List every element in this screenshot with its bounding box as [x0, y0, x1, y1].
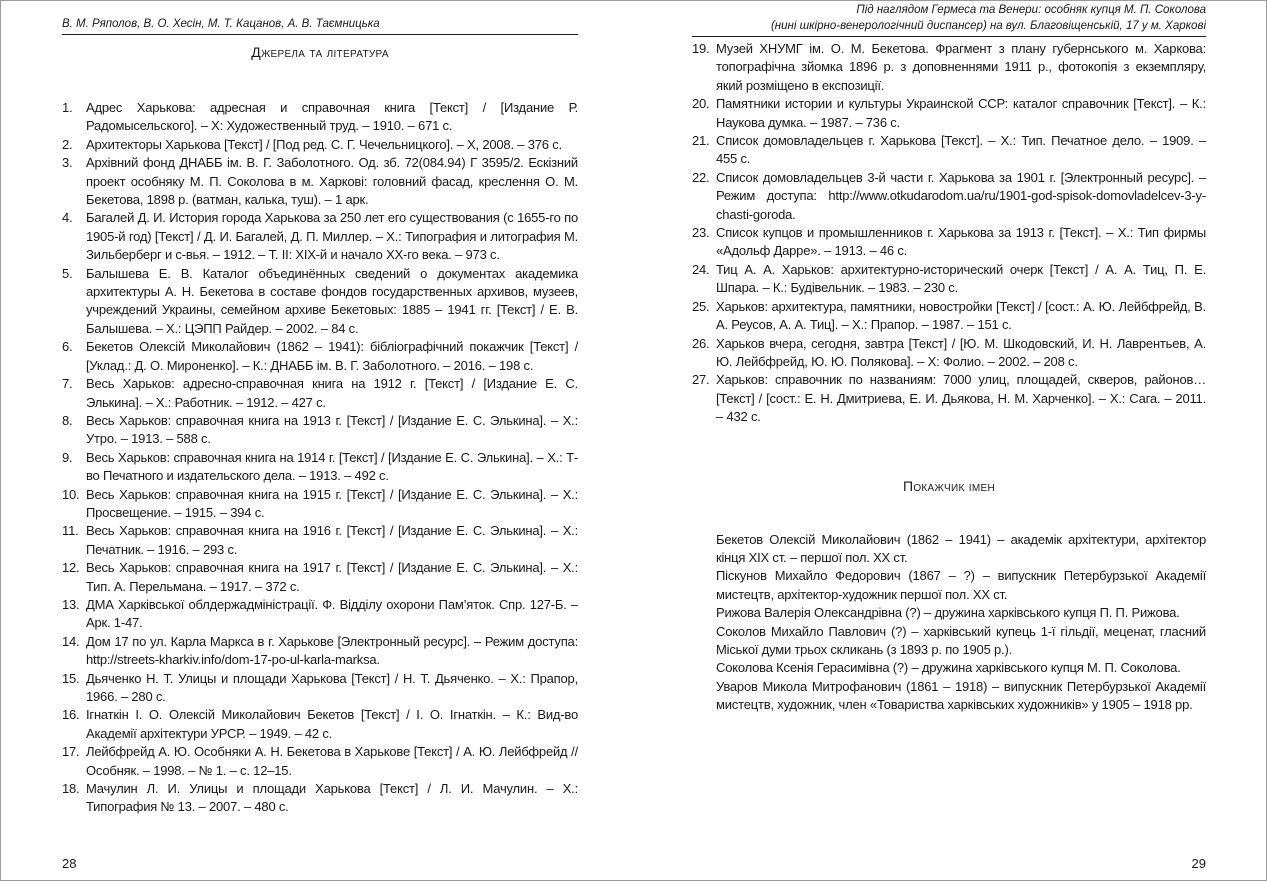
reference-number: 7. — [62, 376, 73, 392]
reference-item — [62, 706, 578, 743]
section-title-name-index: Покажчик імен — [902, 477, 996, 494]
reference-text: Дом 17 по ул. Карла Маркса в г. Харькове [Электронный ресурс]. – Режим доступа: http://streets-kharkiv.info/dom-17-po-ul-karla-marksa. — [86, 633, 578, 668]
reference-number: 19. — [692, 41, 710, 56]
reference-text: Харьков вчера, сегодня, завтра [Текст] / [Ю. М. Шкодовский, И. Н. Лаврентьев, А. Ю. Лейбфрейд, Ю. Ю. Полякова]. – Х: Фолио. – 2002. – 208 с. — [716, 335, 1206, 369]
reference-number: 11. — [62, 523, 79, 539]
reference-text: Адрес Харькова: адресная и справочная книга [Текст] / [Издание Р. Радомыcельского]. – Х: Художественный труд. – 1910. – 671 с. — [86, 100, 578, 134]
reference-item — [62, 780, 578, 817]
reference-text: Весь Харьков: справочная книга на 1914 г. [Текст] / [Издание Е. С. Элькина]. – Х.: Т-во Печатного и издательского дела. – 1913. – 492 с. — [86, 449, 578, 484]
reference-item — [692, 95, 1206, 132]
reference-item — [62, 265, 578, 339]
left-page — [62, 0, 578, 872]
name-index-entry: Бекетов Олексій Миколайович (1862 – 1941) – академік архітектури, архітектор кінця XIX ст. – першої пол. XX ст. — [716, 531, 1206, 565]
reference-text: Архівний фонд ДНАББ ім. В. Г. Заболотного. Од. зб. 72(084.94) Г 3595/2. Ескізний проект особняку М. П. Соколова в м. Харкові: головний фасад, креслення О. М. Бекетова, 1898 р. (ватман, калька, туш). – 1 арк. — [86, 155, 578, 208]
running-head-title — [692, 2, 1206, 37]
reference-text: Памятники истории и культуры Украинской ССР: каталог справочник [Текст]. – К.: Наукова думка. – 1987. – 736 с. — [716, 96, 1206, 130]
reference-text: Харьков: справочник по названиям: 7000 улиц, площадей, скверов, районов… [Текст] / [сост.: Е. Н. Дмитриева, Е. И. Дьякова, Н. М. Харченко]. – Х.: Сага. – 2011. – 432 с. — [716, 372, 1206, 425]
running-head-authors: В. М. Ряполов, В. О. Хесін, М. Т. Кацанов, А. В. Таємницька — [62, 16, 578, 35]
reference-number: 26. — [692, 335, 710, 351]
page-number: 28 — [62, 856, 77, 871]
name-index-entry: Соколов Михайло Павлович (?) – харківський купець 1-ї гільдії, меценат, гласний Міської думи трьох скликань (з 1893 р. по 1905 р.). — [716, 623, 1206, 657]
reference-item — [62, 449, 578, 486]
reference-text: Ігнаткін І. О. Олексій Миколайович Бекетов [Текст] / І. О. Ігнаткін. – К.: Вид-во Академії архітектури УРСР. – 1949. – 42 с. — [86, 707, 578, 741]
reference-number: 20. — [692, 96, 710, 112]
reference-item — [692, 224, 1206, 261]
reference-text: Весь Харьков: справочная книга на 1916 г. [Текст] / [Издание Е. С. Элькина]. – Х.: Печатник. – 1916. – 293 с. — [86, 523, 578, 557]
reference-text: Харьков: архитектура, памятники, новостройки [Текст] / [сост.: А. Ю. Лейбфрейд, В. А. Реусов, А. А. Тиц]. – Х.: Прапор. – 1987. – 151 с. — [716, 298, 1206, 333]
reference-number: 13. — [62, 596, 80, 612]
section-title-sources: Джерела та література — [251, 44, 389, 60]
reference-text: Балышева Е. В. Каталог объединённых сведений о документах академика архитектуры А. Н. Бекетова в составе фондов государственных архивов, музеев, учреждений Украины, семейном архиве Бекетовых: 1885 – 1941 гг. [Текст] / Е. В. Балышева. – Х.: ЦЭПП Райдер. – 2002. – 84 с. — [86, 265, 578, 336]
reference-number: 9. — [62, 449, 73, 465]
running-head-line2: (нині шкірно-венерологічний диспансер) на вул. Благовіщенській, 17 у м. Харкові — [770, 20, 1206, 32]
reference-text: Лейбфрейд А. Ю. Особняки А. Н. Бекетова в Харькове [Текст] / А. Ю. Лейбфрейд // Особняк. – 1998. – № 1. – с. 12–15. — [86, 744, 578, 778]
reference-text: Весь Харьков: адресно-справочная книга на 1912 г. [Текст] / [Издание Е. С. Элькина]. – Х.: Работник. – 1912. – 427 с. — [86, 376, 578, 410]
reference-text: ДМА Харківської облдержадміністрації. Ф. Відділу охорони Пам’яток. Спр. 127-Б. – Арк. 1-47. — [86, 596, 578, 631]
reference-number: 12. — [62, 560, 80, 576]
reference-number: 15. — [62, 670, 80, 686]
reference-item — [62, 412, 578, 449]
reference-number: 18. — [62, 781, 80, 797]
reference-text: Музей ХНУМГ ім. О. М. Бекетова. Фрагмент з плану губернського м. Харкова: топографічна зйомка 1896 р. з доповненнями 1911 р., фотокопія з екземпляру, який розміщено в експозиції. — [716, 41, 1206, 93]
reference-item — [62, 596, 578, 633]
reference-item — [62, 338, 578, 375]
reference-number: 16. — [62, 707, 80, 723]
reference-number: 14. — [62, 633, 80, 649]
reference-item — [62, 486, 578, 523]
reference-item — [62, 670, 578, 707]
reference-item — [692, 371, 1206, 426]
reference-number: 27. — [692, 372, 710, 388]
reference-item — [692, 40, 1206, 95]
reference-text: Список домовладельцев г. Харькова [Текст]. – Х.: Тип. Печатное дело. – 1909. – 455 с. — [716, 133, 1206, 167]
reference-number: 2. — [62, 136, 73, 152]
reference-list-continued — [692, 40, 1206, 427]
reference-text: Весь Харьков: справочная книга на 1915 г. [Текст] / [Издание Е. С. Элькина]. – Х.: Просвещение. – 1915. – 394 с. — [86, 486, 578, 520]
name-index-entry: Піскунов Михайло Федорович (1867 – ?) – випускник Петербурзької Академії мистецтв, архітектор-художник першої пол. XX ст. — [716, 568, 1206, 602]
reference-item — [62, 522, 578, 559]
reference-item — [62, 743, 578, 780]
reference-text: Список купцов и промышленников г. Харькова за 1913 г. [Текст]. – Х.: Тип фирмы «Адольф Дарре». – 1913. – 46 с. — [716, 225, 1206, 259]
reference-item — [62, 559, 578, 596]
reference-text: Список домовладельцев 3-й части г. Харькова за 1901 г. [Электронный ресурс]. – Режим доступа: http://www.otkudarodom.ua/ru/1901-god-spisok-domovladelcev-3-y-chasti-goroda. — [716, 169, 1206, 222]
running-head-line1: Під наглядом Гермеса та Венери: особняк купця М. П. Соколова — [856, 4, 1206, 16]
reference-number: 21. — [692, 133, 710, 149]
reference-item — [62, 209, 578, 264]
right-page — [692, 0, 1206, 872]
reference-number: 4. — [62, 210, 73, 226]
reference-number: 3. — [62, 155, 73, 171]
reference-text: Архитекторы Харькова [Текст] / [Под ред. С. Г. Чечельницкого]. – Х, 2008. – 376 с. — [86, 136, 562, 152]
reference-item — [692, 298, 1206, 335]
reference-number: 17. — [62, 744, 80, 760]
reference-item — [692, 169, 1206, 224]
reference-number: 24. — [692, 261, 710, 277]
reference-number: 8. — [62, 412, 73, 428]
reference-number: 22. — [692, 169, 710, 185]
reference-text: Весь Харьков: справочная книга на 1917 г. [Текст] / [Издание Е. С. Элькина]. – Х.: Тип. А. Перельмана. – 1917. – 372 с. — [86, 560, 578, 594]
reference-item — [62, 99, 578, 136]
reference-number: 23. — [692, 225, 710, 241]
reference-text: Весь Харьков: справочная книга на 1913 г. [Текст] / [Издание Е. С. Элькина]. – Х.: Утро. – 1913. – 588 с. — [86, 412, 578, 447]
reference-item — [62, 154, 578, 209]
reference-text: Багалей Д. И. История города Харькова за 250 лет его существования (с 1655-го по 1905-й год) [Текст] / Д. И. Багалей, Д. П. Миллер. – Х.: Типография и литография М. Зильберберг и с-вья. – 1912. – Т. II: XIX-й и начало XX-го века. – 973 с. — [86, 210, 578, 263]
reference-number: 6. — [62, 339, 73, 355]
reference-number: 5. — [62, 265, 73, 281]
reference-item — [62, 633, 578, 670]
reference-item — [692, 132, 1206, 169]
reference-list — [62, 99, 578, 817]
reference-text: Бекетов Олексій Миколайович (1862 – 1941): бібліографічний покажчик [Текст] / [Уклад.: Д. О. Мироненко]. – К.: ДНАББ ім. В. Г. Заболотного. – 2016. – 198 с. — [86, 339, 578, 373]
name-index-entry: Соколова Ксенія Герасимівна (?) – дружина харківського купця М. П. Соколова. — [716, 660, 1181, 676]
name-index-entry: Уваров Микола Митрофанович (1861 – 1918) – випускник Петербурзької Академії мистецтв, художник, член «Товариства харківських художників» у 1905 – 1918 рр. — [716, 678, 1206, 713]
reference-number: 10. — [62, 486, 80, 502]
reference-item — [692, 335, 1206, 372]
reference-text: Тиц А. А. Харьков: архитектурно-исторический очерк [Текст] / А. А. Тиц, П. Е. Шпара. – К.: Будівельник. – 1983. – 230 с. — [716, 261, 1206, 296]
name-index — [692, 531, 1206, 715]
reference-text: Мачулин Л. И. Улицы и площади Харькова [Текст] / Л. И. Мачулин. – Х.: Типография № 13. – 2007. – 480 с. — [86, 781, 578, 815]
page-number: 29 — [1191, 856, 1206, 871]
reference-item — [62, 136, 578, 154]
reference-item — [692, 261, 1206, 298]
reference-number: 25. — [692, 298, 710, 314]
reference-text: Дьяченко Н. Т. Улицы и площади Харькова [Текст] / Н. Т. Дьяченко. – Х.: Прапор, 1966. – 280 с. — [86, 670, 578, 704]
reference-item — [62, 375, 578, 412]
name-index-entry: Рижова Валерія Олександрівна (?) – дружина харківського купця П. П. Рижова. — [716, 605, 1180, 621]
reference-number: 1. — [62, 100, 73, 115]
